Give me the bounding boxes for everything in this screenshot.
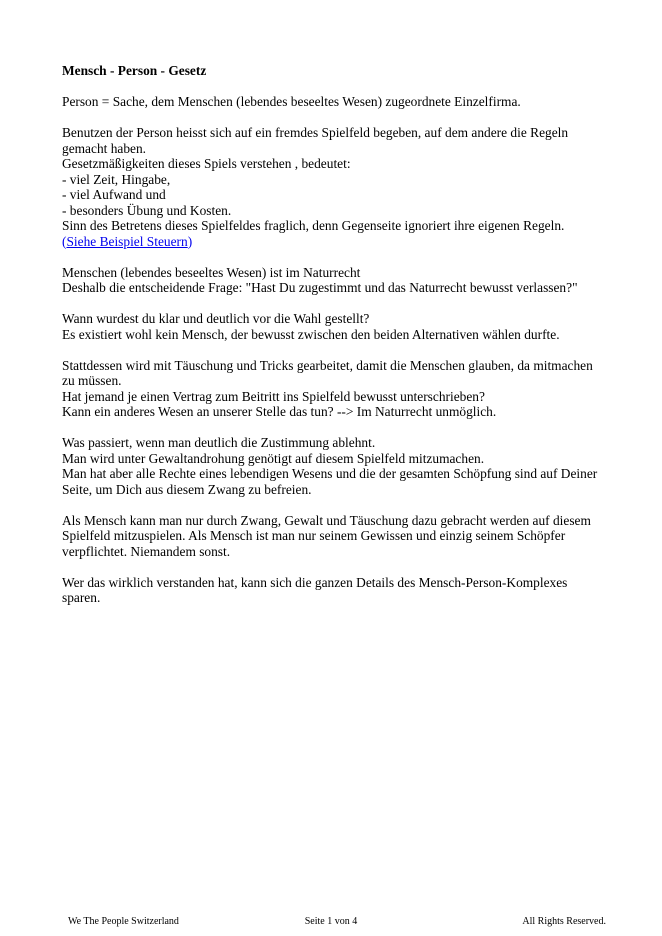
text-line: Benutzen der Person heisst sich auf ein fremdes Spielfeld begeben, auf dem andere die Regeln bbox=[62, 125, 569, 140]
text-line: Es existiert wohl kein Mensch, der bewusst zwischen den beiden Alternativen wählen durfte. bbox=[62, 326, 560, 342]
text-line: - besonders Übung und Kosten. bbox=[62, 202, 232, 218]
document-title: Mensch - Person - Gesetz bbox=[62, 63, 207, 78]
text-line: Gesetzmäßigkeiten dieses Spiels verstehen , bedeutet: bbox=[62, 156, 351, 171]
document-body bbox=[62, 63, 622, 621]
paragraph bbox=[62, 311, 622, 342]
text-line: Wann wurdest du klar und deutlich vor die Wahl gestellt? bbox=[62, 311, 370, 326]
text-line: - viel Aufwand und bbox=[62, 187, 166, 202]
text-line: Wer das wirklich verstanden hat, kann sich die ganzen Details des Mensch-Person-Komplexes bbox=[62, 574, 568, 590]
footer-left-text: We The People Switzerland bbox=[68, 916, 179, 927]
paragraph bbox=[62, 435, 622, 497]
paragraph bbox=[62, 358, 622, 420]
text-line: Menschen (lebendes beseeltes Wesen) ist im Naturrecht bbox=[62, 264, 361, 280]
paragraph bbox=[62, 575, 622, 606]
paragraph bbox=[62, 94, 622, 110]
text-line: Man wird unter Gewaltandrohung genötigt auf diesem Spielfeld mitzumachen. bbox=[62, 450, 485, 466]
link-open-paren: ( bbox=[62, 233, 67, 249]
text-line: sparen. bbox=[62, 590, 101, 605]
text-line: zu müssen. bbox=[62, 373, 122, 388]
paragraph bbox=[62, 513, 622, 560]
footer-right-text: All Rights Reserved. bbox=[522, 916, 606, 927]
text-line: Als Mensch kann man nur durch Zwang, Gewalt und Täuschung dazu gebracht werden auf diesem bbox=[62, 512, 591, 528]
text-line: Deshalb die entscheidende Frage: "Hast Du zugestimmt und das Naturrecht bewusst verlassen?" bbox=[62, 280, 578, 295]
text-line bbox=[62, 234, 622, 250]
text-line: Man hat aber alle Rechte eines lebendigen Wesens und die der gesamten Schöpfung sind auf Deiner bbox=[62, 466, 598, 481]
text-line: Sinn des Betretens dieses Spielfeldes fraglich, denn Gegenseite ignoriert ihre eigenen Regeln. bbox=[62, 218, 565, 233]
text-line: Hat jemand je einen Vertrag zum Beitritt ins Spielfeld bewusst unterschrieben? bbox=[62, 388, 485, 404]
text-line: Person = Sache, dem Menschen (lebendes beseeltes Wesen) zugeordnete Einzelfirma. bbox=[62, 94, 521, 109]
text-line: gemacht haben. bbox=[62, 140, 147, 156]
text-line: Stattdessen wird mit Täuschung und Tricks gearbeitet, damit die Menschen glauben, da mitmachen bbox=[62, 357, 593, 373]
link-siehe-beispiel-steuern[interactable]: Siehe Beispiel Steuern bbox=[66, 233, 188, 249]
paragraph bbox=[62, 125, 622, 249]
text-line: Seite, um Dich aus diesem Zwang zu befreien. bbox=[62, 481, 312, 497]
page-footer bbox=[0, 915, 662, 929]
text-line: - viel Zeit, Hingabe, bbox=[62, 171, 171, 187]
text-line: verpflichtet. Niemandem sonst. bbox=[62, 543, 231, 559]
link-close-paren: ) bbox=[187, 233, 193, 249]
text-line: Kann ein anderes Wesen an unserer Stelle das tun? --> Im Naturrecht unmöglich. bbox=[62, 404, 497, 419]
paragraph bbox=[62, 265, 622, 296]
text-line: Was passiert, wenn man deutlich die Zustimmung ablehnt. bbox=[62, 435, 376, 450]
footer-page-number: Seite 1 von 4 bbox=[304, 916, 358, 927]
text-line: Spielfeld mitzuspielen. Als Mensch ist man nur seinem Gewissen und einzig seinem Schöpfer bbox=[62, 528, 566, 543]
